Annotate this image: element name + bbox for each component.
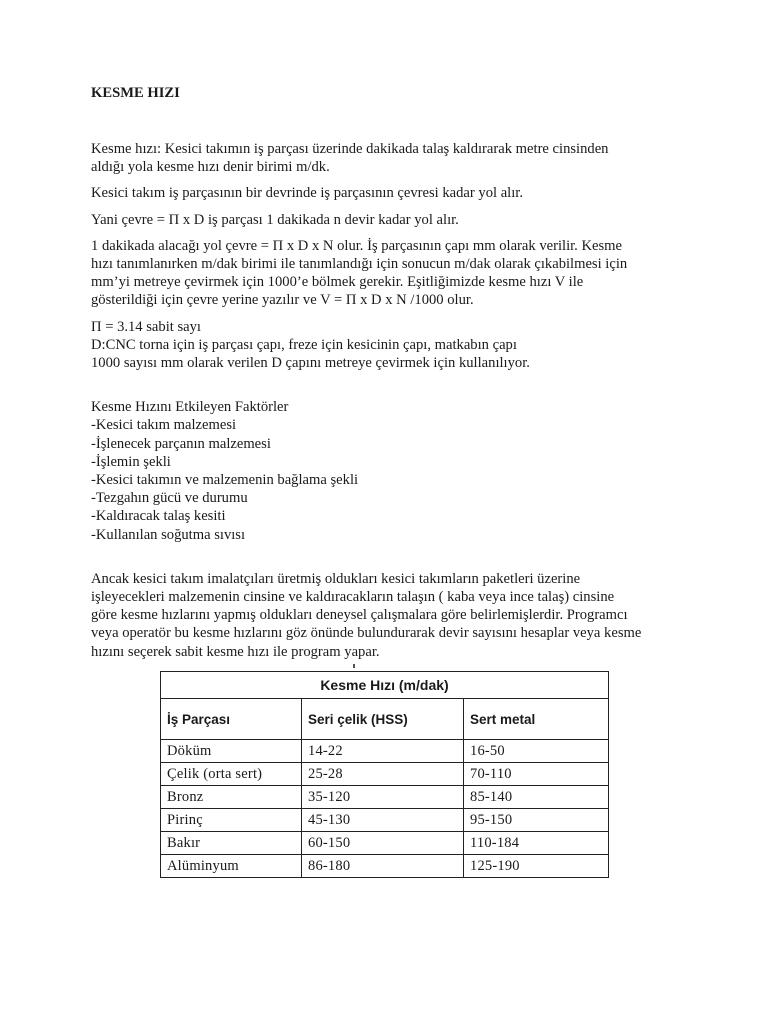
intro-paragraph (91, 140, 681, 176)
material-cell: Bronz (161, 786, 302, 809)
closing-line: göre kesme hızlarını yapmış oldukları deneysel çalışmalara göre belirlemişlerdir. Programcı (91, 607, 628, 624)
factor-item: -Kullanılan soğutma sıvısı (91, 526, 246, 543)
hss-speed-cell: 45-130 (302, 809, 464, 832)
paragraph-3-line: Yani çevre = Π x D iş parçası 1 dakikada n devir kadar yol alır. (91, 211, 459, 228)
definitions-paragraph (91, 318, 681, 373)
formula-line: gösterildiği için çevre yerine yazılır ve V = Π x D x N /1000 olur. (91, 292, 474, 309)
definition-line: D:CNC torna için iş parçası çapı, freze için kesicinin çapı, matkabın çapı (91, 336, 517, 353)
formula-line: mm’yi metreye çevirmek için 1000’e bölmek gerekir. Eşitliğimizde kesme hızı V ile (91, 274, 584, 291)
hss-speed-cell: 86-180 (302, 855, 464, 878)
factor-item: -Kesici takım malzemesi (91, 417, 237, 434)
carbide-speed-cell: 16-50 (464, 740, 609, 763)
factor-item: -Kaldıracak talaş kesiti (91, 508, 226, 525)
cutting-speed-table (160, 671, 609, 878)
hss-speed-cell: 14-22 (302, 740, 464, 763)
table-row (161, 855, 609, 878)
carbide-speed-cell: 70-110 (464, 763, 609, 786)
closing-line: Ancak kesici takım imalatçıları üretmiş oldukları kesici takımların paketleri üzerine (91, 570, 581, 587)
paragraph-2-line: Kesici takım iş parçasının bir devrinde iş parçasının çevresi kadar yol alır. (91, 185, 523, 202)
definition-line: 1000 sayısı mm olarak verilen D çapını metreye çevirmek için kullanılıyor. (91, 355, 530, 372)
carbide-speed-cell: 125-190 (464, 855, 609, 878)
paragraph-2 (91, 184, 681, 202)
factor-item: -İşlemin şekli (91, 453, 171, 470)
factor-item: -İşlenecek parçanın malzemesi (91, 435, 271, 452)
closing-paragraph (91, 570, 681, 661)
table-row (161, 740, 609, 763)
formula-line: hızı tanımlanırken m/dak birimi ile tanımlandığı için sonucun m/dak olarak çıkabilmesi için (91, 256, 628, 273)
material-cell: Pirinç (161, 809, 302, 832)
carbide-speed-cell: 85-140 (464, 786, 609, 809)
factors-heading: Kesme Hızını Etkileyen Faktörler (91, 399, 289, 416)
closing-line: veya operatör bu kesme hızlarını göz önünde bulundurarak devir sayısını hesaplar veya kesme (91, 625, 642, 642)
formula-paragraph (91, 237, 681, 310)
column-header-carbide: Sert metal (464, 699, 609, 740)
factor-item: -Kesici takımın ve malzemenin bağlama şekli (91, 472, 359, 489)
cutting-speed-table-figure (160, 671, 608, 885)
document-title: KESME HIZI (91, 85, 180, 101)
table-row (161, 786, 609, 809)
document-body (91, 84, 681, 661)
intro-line: aldığı yola kesme hızı denir birimi m/dk. (91, 159, 330, 176)
paragraph-3 (91, 211, 681, 229)
hss-speed-cell: 35-120 (302, 786, 464, 809)
column-header-workpiece: İş Parçası (161, 699, 302, 740)
closing-line: işleyecekleri malzemenin cinsine ve kaldıracakların talaşın ( kaba veya ince talaş) cinsine (91, 589, 615, 606)
material-cell: Döküm (161, 740, 302, 763)
intro-line: Kesme hızı: Kesici takımın iş parçası üzerinde dakikada talaş kaldırarak metre cinsinden (91, 141, 609, 157)
table-row (161, 832, 609, 855)
material-cell: Çelik (orta sert) (161, 763, 302, 786)
hss-speed-cell: 60-150 (302, 832, 464, 855)
table-anchor-mark (353, 664, 355, 668)
carbide-speed-cell: 110-184 (464, 832, 609, 855)
material-cell: Bakır (161, 832, 302, 855)
factor-item: -Tezgahın gücü ve durumu (91, 490, 248, 507)
table-row (161, 763, 609, 786)
definition-line: Π = 3.14 sabit sayı (91, 318, 201, 335)
hss-speed-cell: 25-28 (302, 763, 464, 786)
column-header-hss: Seri çelik (HSS) (302, 699, 464, 740)
factors-list (91, 398, 681, 544)
formula-line: 1 dakikada alacağı yol çevre = Π x D x N olur. İş parçasının çapı mm olarak verilir. Kesme (91, 237, 622, 254)
material-cell: Alüminyum (161, 855, 302, 878)
table-row (161, 809, 609, 832)
table-caption: Kesme Hızı (m/dak) (161, 672, 609, 699)
carbide-speed-cell: 95-150 (464, 809, 609, 832)
closing-line: hızını seçerek sabit kesme hızı ile program yapar. (91, 643, 380, 660)
